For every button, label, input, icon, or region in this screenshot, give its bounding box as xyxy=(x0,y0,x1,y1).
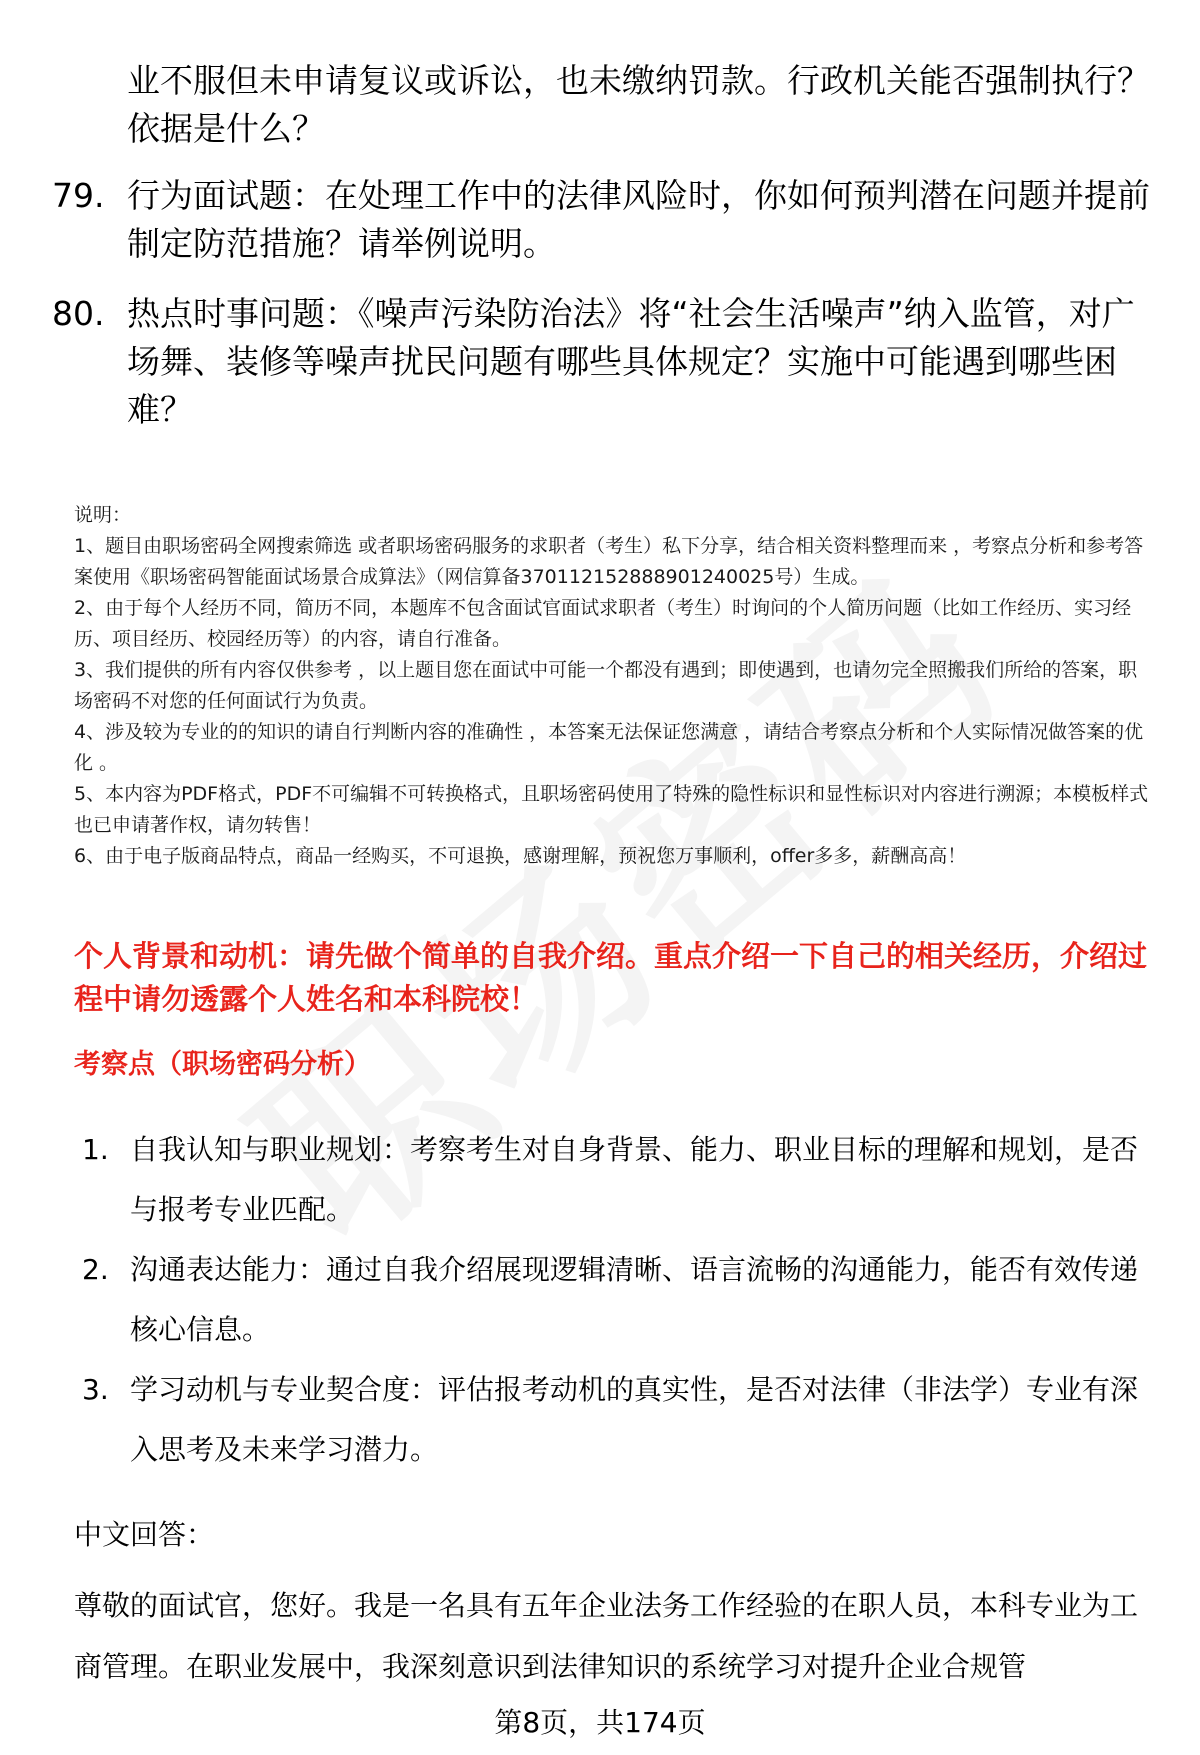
note-item: 3、我们提供的所有内容仅供参考 ，以上题目您在面试中可能一个都没有遇到；即使遇到，也请勿完全照搬我们所给的答案，职场密码不对您的任何面试行为负责。 xyxy=(74,659,1138,712)
question-number: 79. xyxy=(52,176,105,215)
section-title: 考察点（职场密码分析） xyxy=(74,1049,371,1080)
question-number: 80. xyxy=(52,294,105,333)
list-item-text: 自我认知与职业规划：考察考生对自身背景、能力、职业目标的理解和规划，是否与报考专业匹配。 xyxy=(130,1133,1139,1226)
answer-label: 中文回答： xyxy=(74,1518,215,1551)
list-item xyxy=(82,1240,1152,1360)
note-item: 6、由于电子版商品特点，商品一经购买，不可退换，感谢理解，预祝您万事顺利，offer多多，薪酬高高！ xyxy=(74,845,967,867)
list-item-number: 3. xyxy=(82,1373,109,1406)
list-item-text: 学习动机与专业契合度：评估报考动机的真实性，是否对法律（非法学）专业有深入思考及未来学习潜力。 xyxy=(130,1373,1139,1466)
question-continued xyxy=(52,57,1152,153)
question-80 xyxy=(52,290,1152,434)
question-text: 业不服但未申请复议或诉讼，也未缴纳罚款。行政机关能否强制执行？依据是什么？ xyxy=(127,61,1150,148)
answer-text: 尊敬的面试官，您好。我是一名具有五年企业法务工作经验的在职人员，本科专业为工商管理。在职业发展中，我深刻意识到法律知识的系统学习对提升企业合规管 xyxy=(74,1589,1139,1683)
notes-section xyxy=(74,500,1154,872)
list-item-number: 2. xyxy=(82,1253,109,1286)
question-text: 行为面试题：在处理工作中的法律风险时，你如何预判潜在问题并提前制定防范措施？请举例说明。 xyxy=(127,176,1150,263)
list-item xyxy=(82,1120,1152,1240)
note-item: 4、涉及较为专业的的知识的请自行判断内容的准确性 ，本答案无法保证您满意 ，请结合考察点分析和个人实际情况做答案的优化 。 xyxy=(74,721,1144,774)
page-footer: 第8页，共174页 xyxy=(494,1706,706,1739)
assessment-points-list xyxy=(82,1120,1152,1480)
list-item-text: 沟通表达能力：通过自我介绍展现逻辑清晰、语言流畅的沟通能力，能否有效传递核心信息。 xyxy=(130,1253,1139,1346)
list-item xyxy=(82,1360,1152,1480)
notes-heading: 说明： xyxy=(74,504,132,526)
note-item: 2、由于每个人经历不同，简历不同，本题库不包含面试官面试求职者（考生）时询问的个人简历问题（比如工作经历、实习经历、项目经历、校园经历等）的内容，请自行准备。 xyxy=(74,597,1132,650)
list-item-number: 1. xyxy=(82,1133,109,1166)
question-79 xyxy=(52,172,1152,268)
note-item: 5、本内容为PDF格式，PDF不可编辑不可转换格式，且职场密码使用了特殊的隐性标识和显性标识对内容进行溯源；本模板样式也已申请著作权，请勿转售！ xyxy=(74,783,1149,836)
intro-question: 个人背景和动机：请先做个简单的自我介绍。重点介绍一下自己的相关经历，介绍过程中请勿透露个人姓名和本科院校！ xyxy=(74,939,1148,1016)
question-text: 热点时事问题：《噪声污染防治法》将“社会生活噪声”纳入监管，对广场舞、装修等噪声扰民问题有哪些具体规定？实施中可能遇到哪些困难？ xyxy=(127,294,1135,429)
note-item: 1、题目由职场密码全网搜索筛选 或者职场密码服务的求职者（考生）私下分享，结合相关资料整理而来 ，考察点分析和参考答案使用《职场密码智能面试场景合成算法》（网信算备370112152888901240025号）生成。 xyxy=(74,535,1144,588)
